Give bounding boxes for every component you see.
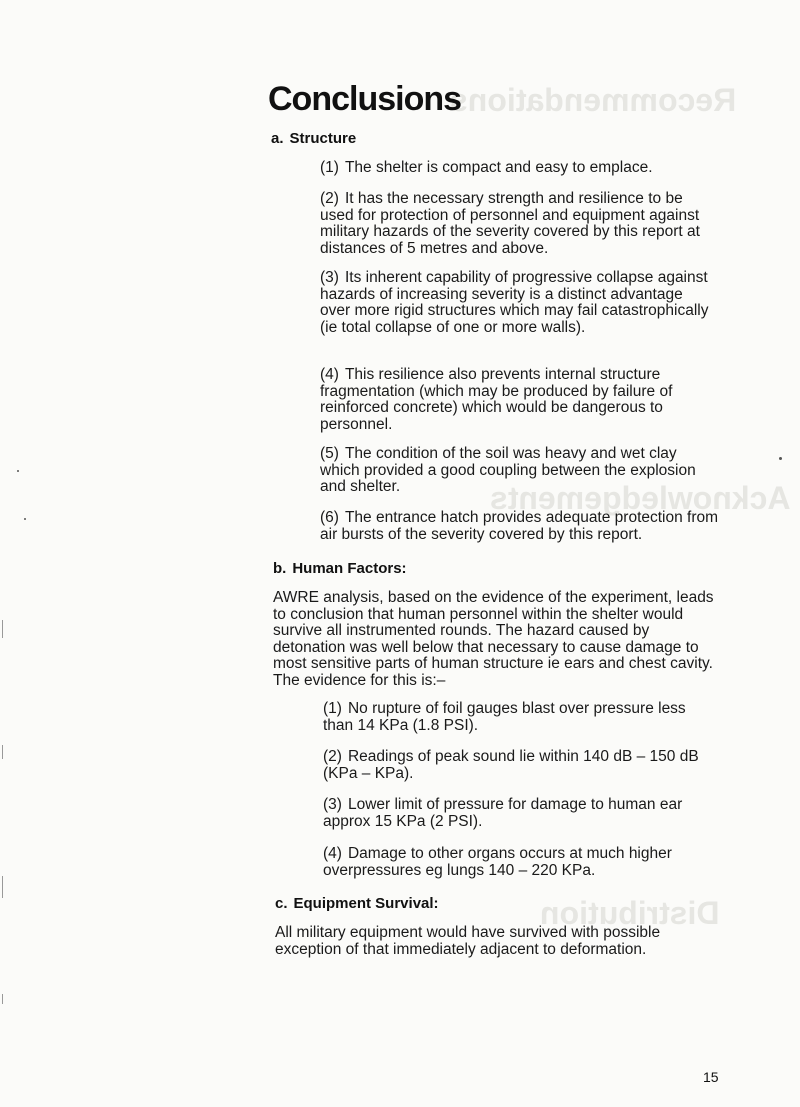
human-factors-item-2	[323, 749, 718, 782]
section-heading-structure	[271, 130, 356, 147]
scan-speck	[24, 518, 26, 520]
scan-edge-mark	[2, 994, 3, 1004]
section-letter: b.	[273, 560, 287, 577]
section-heading-equipment-survival	[275, 895, 439, 912]
structure-item-6	[320, 510, 720, 543]
section-letter: c.	[275, 895, 288, 912]
structure-item-3	[320, 270, 715, 336]
item-number: (5)	[320, 445, 339, 462]
scan-edge-mark	[2, 620, 3, 638]
item-text: Lower limit of pressure for damage to human ear approx 15 KPa (2 PSI).	[323, 796, 683, 830]
section-title: Structure	[289, 130, 357, 147]
section-letter: a.	[271, 130, 284, 147]
scan-edge-mark	[2, 876, 3, 898]
equipment-survival-text: All military equipment would have survived with possible exception of that immediately adjacent to deformation.	[275, 924, 661, 958]
section-heading-human-factors	[273, 560, 407, 577]
section-title: Equipment Survival:	[293, 895, 439, 912]
bleed-through-heading: Recommendations	[450, 82, 737, 118]
section-title: Human Factors:	[292, 560, 407, 577]
structure-item-5	[320, 446, 715, 496]
item-number: (1)	[323, 700, 342, 717]
page-title: Conclusions	[268, 80, 462, 118]
item-text: No rupture of foil gauges blast over pressure less than 14 KPa (1.8 PSI).	[323, 700, 686, 734]
human-factors-item-3	[323, 797, 718, 830]
item-text: Its inherent capability of progressive collapse against hazards of increasing severity is a distinct advantage over more rigid structures which may fail catastrophically (ie total collapse of one or more walls).	[320, 269, 709, 336]
item-text: The entrance hatch provides adequate protection from air bursts of the severity covered by this report.	[320, 509, 719, 543]
item-text: The shelter is compact and easy to emplace.	[344, 159, 653, 176]
item-text: Damage to other organs occurs at much higher overpressures eg lungs 140 – 220 KPa.	[323, 845, 672, 879]
scan-edge-mark	[2, 745, 3, 759]
scan-speck	[17, 470, 19, 472]
item-number: (4)	[320, 366, 339, 383]
item-number: (2)	[323, 748, 342, 765]
item-number: (4)	[323, 845, 342, 862]
item-number: (1)	[320, 159, 339, 176]
item-text: It has the necessary strength and resilience to be used for protection of personnel and equipment against military hazards of the severity covered by this report at distances of 5 metres and above.	[320, 190, 700, 257]
scan-speck	[779, 457, 782, 460]
page-number: 15	[703, 1069, 719, 1085]
bleed-through-heading: Acknowledgements	[490, 480, 791, 516]
item-number: (2)	[320, 190, 339, 207]
human-factors-item-4	[323, 846, 718, 879]
human-factors-intro: AWRE analysis, based on the evidence of the experiment, leads to conclusion that human personnel within the shelter would survive all instrumented rounds. The hazard caused by detonation was well below that necessary to cause damage to most sensitive parts of human structure ie ears and chest cavity. The evidence for this is:–	[273, 589, 714, 689]
item-text: The condition of the soil was heavy and wet clay which provided a good coupling between the explosion and shelter.	[320, 445, 696, 495]
bleed-through-heading: Distribution	[540, 895, 720, 931]
item-text: Readings of peak sound lie within 140 dB – 150 dB (KPa – KPa).	[323, 748, 699, 782]
item-number: (3)	[323, 796, 342, 813]
item-number: (6)	[320, 509, 339, 526]
item-text: This resilience also prevents internal structure fragmentation (which may be produced by failure of reinforced concrete) which would be dangerous to personnel.	[320, 366, 673, 433]
item-number: (3)	[320, 269, 339, 286]
structure-item-4	[320, 367, 715, 433]
human-factors-item-1	[323, 701, 718, 734]
structure-item-2	[320, 191, 715, 257]
structure-item-1	[320, 160, 715, 177]
